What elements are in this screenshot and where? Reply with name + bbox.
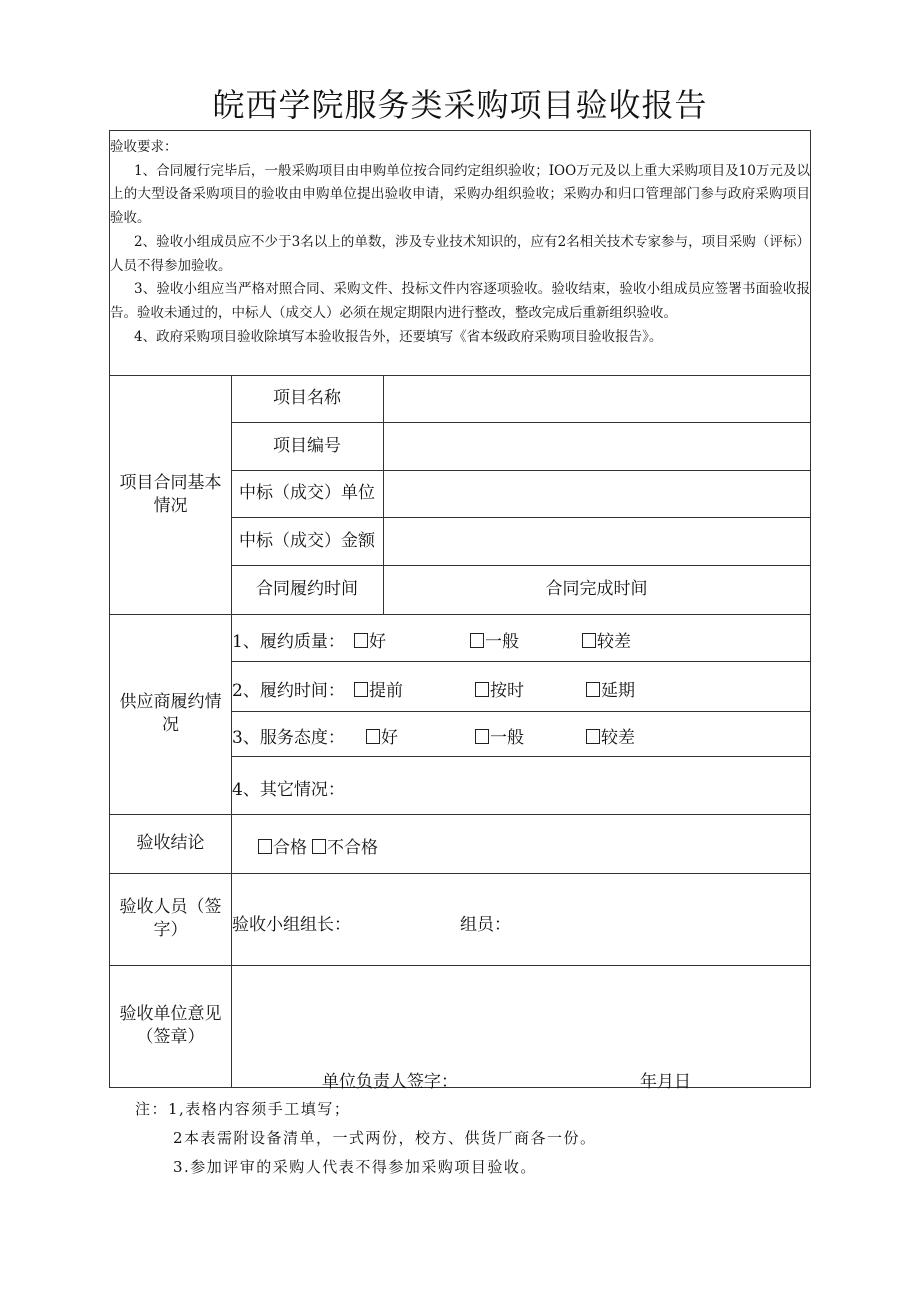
checkbox-icon[interactable]	[475, 729, 489, 744]
checkbox-icon[interactable]	[586, 729, 600, 744]
note-line: 3.参加评审的采购人代表不得参加采购项目验收。	[173, 1158, 537, 1176]
contract-section-label: 项目合同基本情况	[119, 472, 222, 516]
completion-time-label: 合同完成时间	[545, 579, 648, 599]
project-number-label: 项目编号	[273, 435, 341, 456]
supplier-section-label: 供应商履约情况	[119, 692, 222, 735]
personnel-label: 验收人员（签字）	[119, 897, 222, 940]
checkbox-icon[interactable]	[475, 682, 489, 697]
checkbox-icon[interactable]	[586, 682, 600, 697]
service-label: 3、服务态度：	[232, 728, 345, 748]
other-label: 4、其它情况：	[232, 780, 345, 800]
requirement-item: 3、验收小组应当严格对照合同、采购文件、投标文件内容逐项验收。验收结束，验收小组成员应签署书面验收报告。验收未通过的，中标人（成交人）必须在规定期限内进行整改，整改完成后重新组织验收。	[110, 281, 810, 321]
checkbox-icon[interactable]	[312, 839, 326, 854]
requirement-item: 4、政府采购项目验收除填写本验收报告外，还要填写《省本级政府采购项目验收报告》。	[134, 328, 663, 345]
quality-option-good[interactable]: 好	[354, 627, 386, 652]
service-option-average[interactable]: 一般	[475, 723, 524, 748]
page-title: 皖西学院服务类采购项目验收报告	[212, 86, 708, 124]
requirement-item: 2、验收小组成员应不少于3名以上的单数，涉及专业技术知识的，应有2名相关技术专家参与，项目采购（评标）人员不得参加验收。	[110, 233, 810, 274]
requirement-item: 1、合同履行完毕后，一般采购项目由申购单位按合同约定组织验收；IOO万元及以上重大采购项目及10万元及以上的大型设备采购项目的验收由申购单位提出验收申请，采购办组织验收；采购办和归口管理部门参与政府采购项目验收。	[110, 162, 810, 227]
checkbox-icon[interactable]	[354, 682, 368, 697]
date-label: 年月日	[640, 1072, 691, 1092]
member-label: 组员：	[460, 915, 511, 935]
divider	[231, 661, 810, 662]
quality-option-average[interactable]: 一般	[470, 627, 519, 652]
checkbox-icon[interactable]	[582, 633, 596, 648]
quality-option-poor[interactable]: 较差	[582, 627, 631, 652]
time-option-ontime[interactable]: 按时	[475, 676, 524, 701]
conclusion-option-pass[interactable]: 合格	[258, 833, 307, 858]
project-name-field[interactable]	[384, 376, 810, 422]
winner-unit-label: 中标（成交）单位	[239, 483, 375, 503]
checkbox-icon[interactable]	[258, 839, 272, 854]
time-option-early[interactable]: 提前	[354, 676, 403, 701]
winner-amount-field[interactable]	[384, 518, 810, 565]
conclusion-label: 验收结论	[136, 833, 205, 853]
service-option-good[interactable]: 好	[366, 723, 398, 748]
divider	[231, 711, 810, 712]
project-number-field[interactable]	[384, 423, 810, 470]
time-option-delayed[interactable]: 延期	[586, 676, 635, 701]
leader-label: 验收小组组长：	[232, 915, 351, 935]
time-label: 2、履约时间：	[232, 681, 345, 701]
quality-label: 1、履约质量：	[232, 632, 345, 652]
checkbox-icon[interactable]	[366, 729, 380, 744]
quality-row	[232, 627, 345, 652]
conclusion-option-fail[interactable]: 不合格	[312, 833, 378, 858]
checkbox-icon[interactable]	[470, 633, 484, 648]
service-option-poor[interactable]: 较差	[586, 723, 635, 748]
divider	[231, 756, 810, 757]
checkbox-icon[interactable]	[354, 633, 368, 648]
requirements-heading: 验收要求：	[110, 139, 178, 155]
performance-time-label: 合同履约时间	[256, 579, 358, 599]
note-line: 注：1,表格内容须手工填写；	[135, 1100, 351, 1118]
unit-opinion-label: 验收单位意见（签章）	[119, 1004, 222, 1047]
note-line: 2本表需附设备清单，一式两份，校方、供货厂商各一份。	[173, 1129, 597, 1147]
winner-unit-field[interactable]	[384, 471, 810, 517]
project-name-label: 项目名称	[273, 388, 341, 408]
signature-label: 单位负责人签字：	[322, 1072, 458, 1092]
winner-amount-label: 中标（成交）金额	[239, 530, 375, 551]
requirements-block	[110, 136, 810, 349]
acceptance-form	[109, 130, 811, 1092]
